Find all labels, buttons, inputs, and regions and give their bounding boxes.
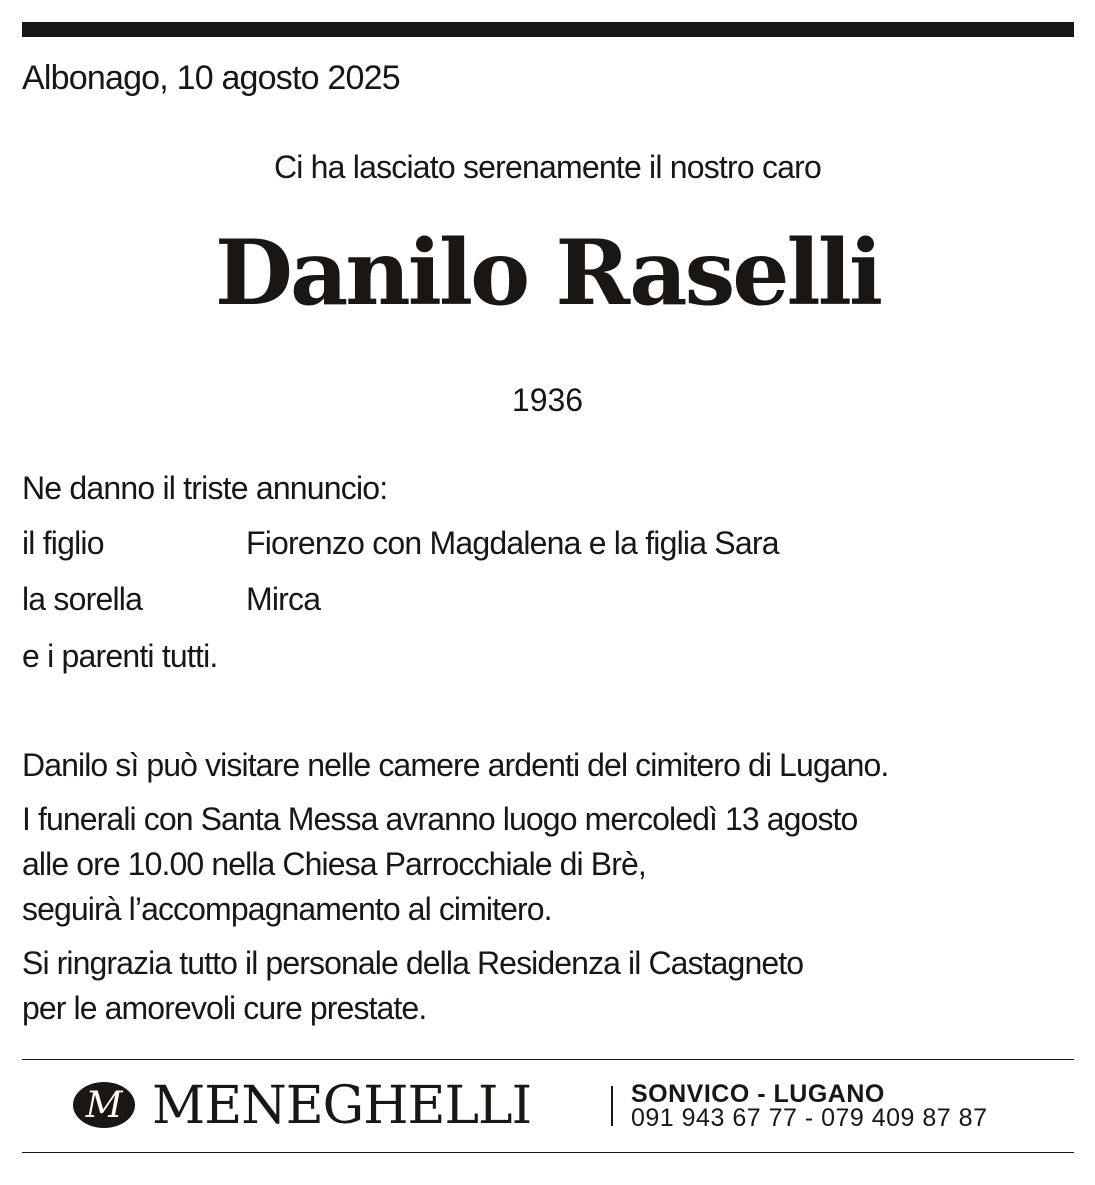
- relative-relation: la sorella: [22, 581, 143, 617]
- logo-letter: M: [85, 1085, 123, 1126]
- funeral-line: I funerali con Santa Messa avranno luogo mercoledì 13 agosto: [22, 801, 858, 837]
- relative-names: Mirca: [246, 581, 321, 617]
- relative-relation: il figlio: [22, 525, 104, 561]
- funeral-line: alle ore 10.00 nella Chiesa Parrocchiale di Brè,: [22, 846, 646, 882]
- footer-divider: [611, 1086, 613, 1126]
- top-rule: [22, 22, 1074, 37]
- thanks-line: per le amorevoli cure prestate.: [22, 990, 427, 1026]
- footer-bottom-rule: [22, 1152, 1074, 1153]
- meneghelli-logo-icon: [72, 1081, 136, 1129]
- funeral-line: seguirà l’accompagnamento al cimitero.: [22, 891, 552, 927]
- brand-name: MENEGHELLI: [152, 1076, 532, 1136]
- footer-top-rule: [22, 1059, 1074, 1060]
- footer-location: SONVICO - LUGANO: [631, 1080, 885, 1108]
- intro-line: Ci ha lasciato serenamente il nostro caro: [273, 149, 822, 185]
- birth-year: 1936: [511, 382, 584, 418]
- place-date: Albonago, 10 agosto 2025: [22, 59, 400, 97]
- closing-line: e i parenti tutti.: [22, 638, 218, 674]
- visit-text: Danilo sì può visitare nelle camere ardenti del cimitero di Lugano.: [22, 747, 889, 783]
- footer-phones: 091 943 67 77 - 079 409 87 87: [631, 1104, 988, 1132]
- thanks-line: Si ringrazia tutto il personale della Residenza il Castagneto: [22, 945, 804, 981]
- announce-heading: Ne danno il triste annuncio:: [22, 470, 388, 506]
- deceased-name: Danilo Raselli: [214, 220, 881, 326]
- relative-names: Fiorenzo con Magdalena e la figlia Sara: [246, 525, 779, 561]
